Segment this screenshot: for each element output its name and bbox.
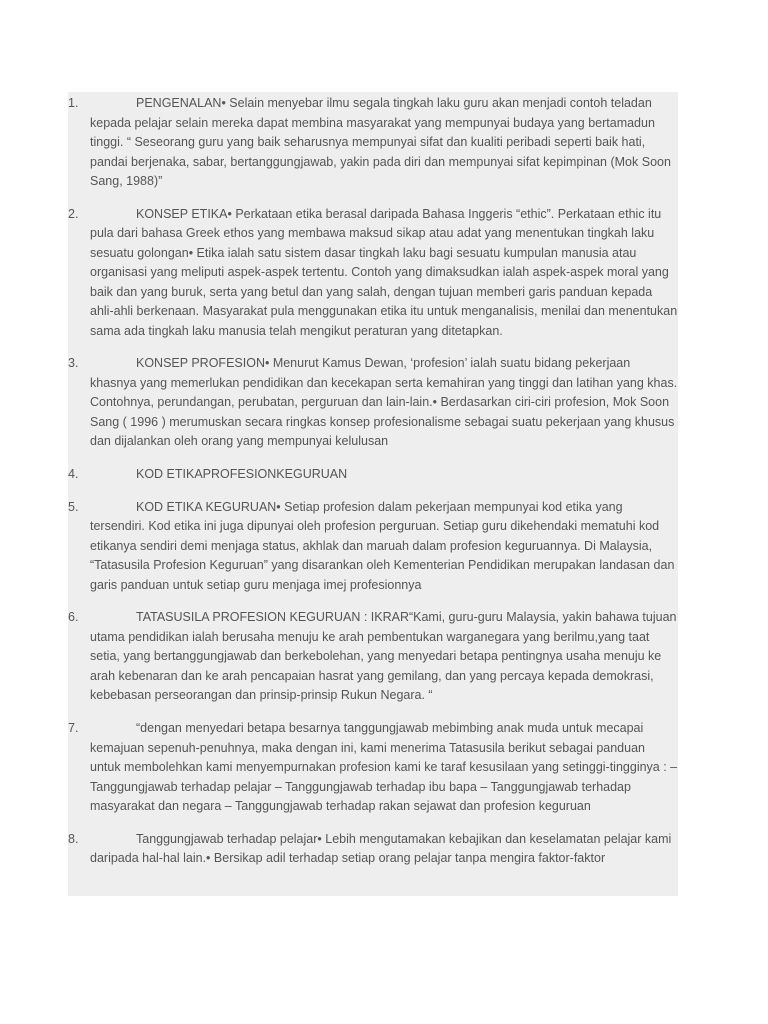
list-item	[68, 354, 678, 452]
list-text: TATASUSILA PROFESION KEGURUAN : IKRAR“Kami, guru-guru Malaysia, yakin bahawa tujuan utama pendidikan ialah berusaha menuju ke arah pembentukan warganegara yang berilmu,yang taat setia, yang bertanggungjawab dan berkebolehan, yang menyedari betapa pentingnya usaha menuju ke arah kebenaran dan ke arah pencapaian hasrat yang gemilang, dan yang percaya kepada demokrasi, kebebasan perseorangan dan prinsip-prinsip Rukun Negara. “	[90, 610, 677, 703]
list-text: KOD ETIKA KEGURUAN• Setiap profesion dalam pekerjaan mempunyai kod etika yang tersendiri. Kod etika ini juga dipunyai oleh profesion perguruan. Setiap guru dikehendaki mematuhi kod etikanya sendiri demi menjaga status, akhlak dan maruah dalam profesion keguruannya. Di Malaysia, “Tatasusila Profesion Keguruan” yang disarankan oleh Kementerian Pendidikan merupakan landasan dan garis panduan untuk setiap guru menjaga imej profesionnya	[90, 499, 675, 592]
list-text: KOD ETIKAPROFESIONKEGURUAN	[136, 467, 348, 482]
list-number: 1.	[68, 96, 79, 110]
list-text: KONSEP ETIKA• Perkataan etika berasal daripada Bahasa Inggeris “ethic”. Perkataan ethic itu pula dari bahasa Greek ethos yang membawa maksud sikap atau adat yang menentukan tingkah laku sesuatu golongan• Etika ialah satu sistem dasar tingkah laku bagi sesuatu kumpulan manusia atau organisasi yang meliputi aspek-aspek tertentu. Contoh yang dimaksudkan ialah aspek-aspek moral yang baik dan yang buruk, serta yang betul dan yang salah, dengan tujuan memberi garis panduan kepada ahli-ahli berkenaan. Masyarakat pula menggunakan etika itu untuk menganalisis, menilai dan menentukan sama ada tingkah laku manusia telah mengikut peraturan yang ditetapkan.	[90, 206, 678, 338]
list-text: PENGENALAN• Selain menyebar ilmu segala tingkah laku guru akan menjadi contoh teladan kepada pelajar selain mereka dapat membina masyarakat yang mempunyai budaya yang bertamadun tinggi. “ Seseorang guru yang baik seharusnya mempunyai sifat dan kualiti peribadi seperti baik hati, pandai berjenaka, sabar, bertanggungjawab, yakin pada diri dan mempunyai sifat kepimpinan (Mok Soon Sang, 1988)”	[90, 96, 671, 188]
list-item	[68, 608, 678, 706]
list-item	[68, 205, 678, 342]
list-number: 4.	[68, 467, 79, 482]
list-text: KONSEP PROFESION• Menurut Kamus Dewan, ‘profesion’ ialah suatu bidang pekerjaan khasnya yang memerlukan pendidikan dan kecekapan serta kemahiran yang tinggi dan latihan yang khas. Contohnya, perundangan, perubatan, perguruan dan lain-lain.• Berdasarkan ciri-ciri profesion, Mok Soon Sang ( 1996 ) merumuskan secara ringkas konsep profesionalisme sebagai suatu pekerjaan yang khusus dan dijalankan oleh orang yang mempunyai kelulusan	[90, 356, 678, 449]
list-number: 3.	[68, 356, 79, 371]
list-item	[68, 830, 678, 869]
list-number: 2.	[68, 206, 79, 221]
list-number: 8.	[68, 831, 79, 846]
list-item	[68, 498, 678, 596]
list-text: “dengan menyedari betapa besarnya tanggungjawab mebimbing anak muda untuk mecapai kemajuan sepenuh-penuhnya, maka dengan ini, kami menerima Tatasusila berikut sebagai panduan untuk membolehkan kami menyempurnakan profesion kami ke taraf kesusilaan yang setinggi-tingginya : – Tanggungjawab terhadap pelajar – Tanggungjawab terhadap ibu bapa – Tanggungjawab terhadap masyarakat dan negara – Tanggungjawab terhadap rakan sejawat dan profesion keguruan	[90, 721, 678, 814]
list-number: 6.	[68, 610, 79, 625]
list-item	[68, 465, 678, 485]
numbered-list	[68, 94, 678, 882]
list-number: 5.	[68, 499, 79, 514]
list-item	[68, 719, 678, 817]
list-item	[68, 94, 678, 192]
list-number: 7.	[68, 721, 79, 736]
list-text: Tanggungjawab terhadap pelajar• Lebih mengutamakan kebajikan dan keselamatan pelajar kami daripada hal-hal lain.• Bersikap adil terhadap setiap orang pelajar tanpa mengira faktor-faktor	[90, 831, 672, 866]
